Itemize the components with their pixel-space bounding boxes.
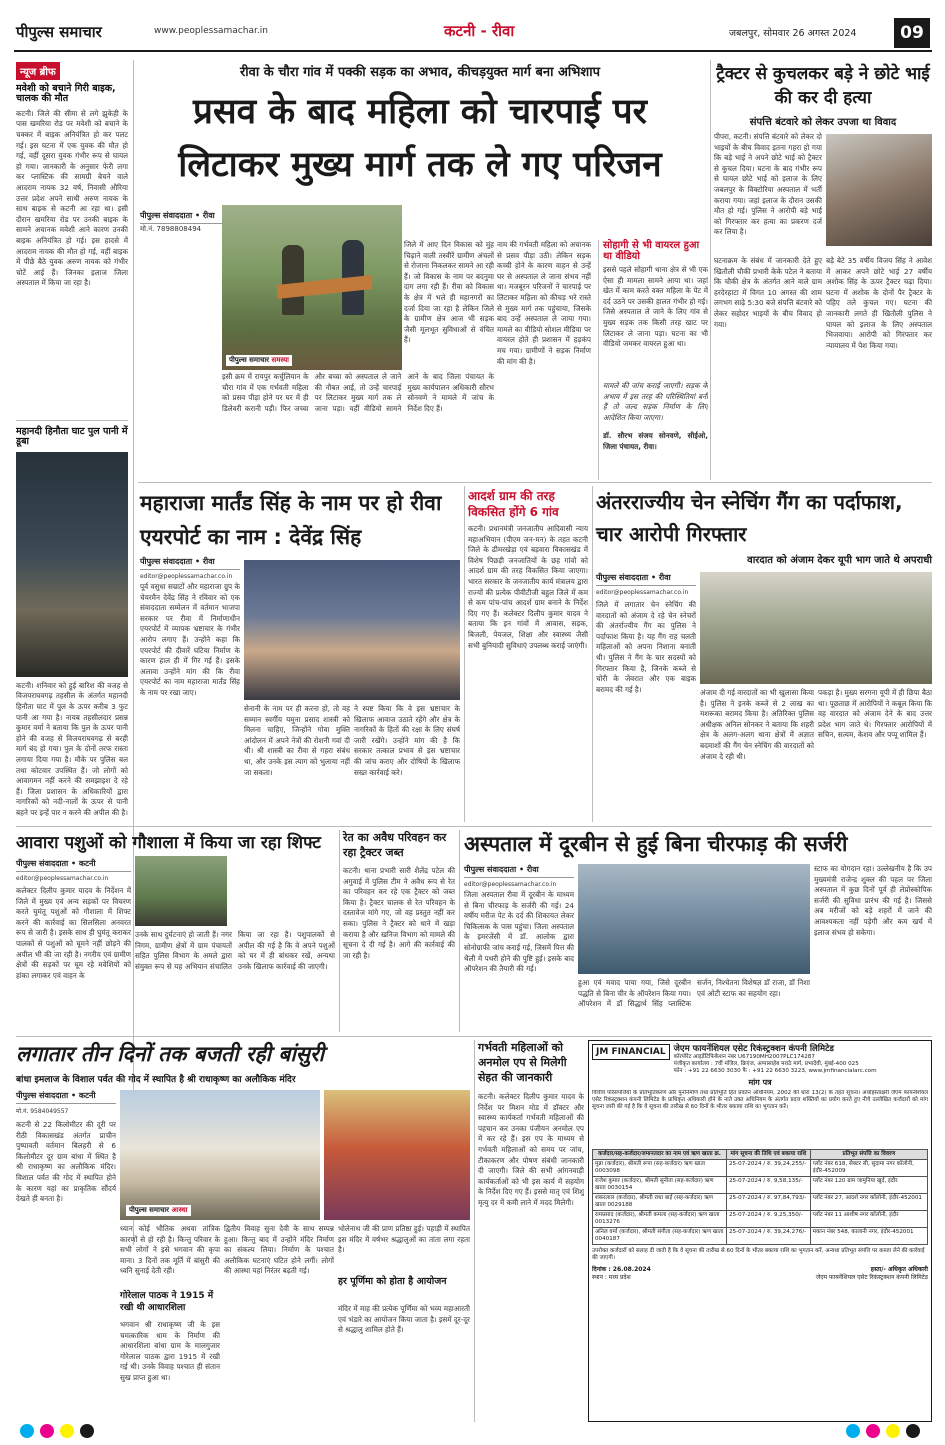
bansuri-text-1: कटनी से 22 किलोमीटर की दूरी पर रीठी विकासखंड अंतर्गत प्राचीन पुष्पावती वर्तमान बिलहरी से 6 किलोमीटर दूर ग्राम बांधा में स्थित है श्री राधाकृष्ण का अलौकिक मंदिर। विशाल पर्वत की गोद में स्थापित होने के कारण यहां का प्राकृतिक सौंदर्य देखते ही बनता है। (16, 1120, 116, 1204)
jm-cell: प्लॉट नंबर 11 आशीष नगर कॉलोनी, इंदौर (810, 1211, 927, 1228)
cattle-text-1: कलेक्टर दिलीप कुमार यादव के निर्देशन में जिले में मुख्य एवं अन्य सड़कों पर विचरण करते घुमंतू पशुओं को गौशाला में शिफ्ट करने की कार्रवाई का सिलसिला अनवरत रूप से जारी है। इसके साथ ही घुमंतू कराकर पालकों से पशुओं को घूमने नहीं छोड़ने की अपील भी की जा रही है। नगरीय एवं ग्रामीण क्षेत्रों की सड़कों पर घूम रहे मवेशियों को हांका लगाकर एवं वाहन के (16, 886, 131, 980)
tractor-photo (826, 134, 932, 246)
jm-cell: 25-07-2024 / रु. 9,58,135/- (727, 1177, 811, 1194)
lead-photo-tag (226, 355, 292, 366)
table-row (593, 1160, 928, 1177)
jm-cell: प्लॉट नंबर 618, सेक्टर सी, सुदामा नगर कॉलोनी, इंदौर-452009 (810, 1160, 927, 1177)
lead-headline: प्रसव के बाद महिला को चारपाई पर लिटाकर मुख्य मार्ग तक ले गए परिजन (178, 92, 662, 185)
pregnant-text: कटनी। कलेक्टर दिलीप कुमार यादव के निर्देश पर मिशन मोड में डॉक्टर और स्वास्थ्य कार्यकर्ता गर्भवती महिलाओं की पहचान कर उनका पंजीयन अनमोल एप में कर रहे हैं। इस एप के माध्यम से गर्भवती महिलाओं को समय पर जांच, टीकाकरण और पोषण संबंधी जानकारी दी जाएगी। जिले की सभी आंगनवाड़ी कार्यकर्ताओं को भी इस कार्य में सहयोग के निर्देश दिए गए हैं। इससे मातृ एवं शिशु मृत्यु दर में कमी लाने में मदद मिलेगी। (478, 1092, 584, 1207)
airport-text-3: ने स्पष्ट किया कि वे इस भ्रष्टाचार के खिलाफ आवाज उठाते रहेंगे और क्षेत्र के नागरिकों के हितों की रक्षा के लिए संघर्ष जारी रखेंगे। उन्होंने मांग की है कि सरकार तत्काल प्रभाव से इस भ्रष्टाचार की जांच कराए और दोषियों के खिलाफ सख्त कार्रवाई करे। (354, 704, 460, 777)
airport-byline-box (140, 556, 240, 580)
bansuri-byline-box (16, 1090, 116, 1115)
tractor-text-1: पीपरा, कटनी। संपत्ति बंटवारे को लेकर दो भाइयों के बीच विवाद इतना गहरा हो गया कि बड़े भाई ने अपने छोटे भाई को ट्रैक्टर से कुचल दिया। घटना के बाद गंभीर रूप से घायल छोटे भाई को इलाज के लिए जबलपुर के विक्टोरिया अस्पताल में भर्ती कराया गया। जहां इलाज के दौरान उसकी मौत हो गई। पुलिस ने आरोपी बड़े भाई को गिरफ्तार कर हत्या का प्रकरण दर्ज कर लिया है। (714, 132, 822, 237)
jm-address: पंजीकृत कार्यालय : 7वीं मंजिल, क्रिएंज, अप्पासाहेब मराठे मार्ग, प्रभादेवी, मुंबई-400 025 (673, 1061, 859, 1067)
table-row (593, 1194, 928, 1211)
jm-title: मांग पत्र (748, 1078, 772, 1087)
adarsh-text: कटनी। प्रधानमंत्री जनजातीय आदिवासी न्याय महाअभियान (पीएम जन-मन) के तहत कटनी जिले के ढीमरखेड़ा एवं बड़वारा विकासखंड में विशेष पिछड़ी जनजातियों के छह गांवों को आदर्श ग्राम की तरह विकसित किया जाएगा। भारत सरकार के जनजातीय कार्य मंत्रालय द्वारा राज्यों की प्रत्येक पीवीटीजी बहुल जिले में कम से कम पांच-पांच आदर्श ग्राम बनाने के निर्देश दिए गए हैं। कलेक्टर दिलीप कुमार यादव ने बताया कि इन गांवों में आवास, सड़क, बिजली, पेयजल, शिक्षा और स्वास्थ्य जैसी सभी बुनियादी सुविधाएं उपलब्ध कराई जाएंगी। (468, 524, 588, 650)
jm-date: दिनांक : 26.08.2024 (592, 1266, 651, 1273)
bansuri-sub-2: गोरेलाल पाठक ने 1915 में रखी थी आधारशिला (120, 1291, 214, 1313)
tractor-sub: संपत्ति बंटवारे को लेकर उपजा था विवाद (749, 117, 897, 128)
bansuri-text-2: ध्यान कोई भौतिक अथवा तांत्रिक कारणों से हो रही है। किन्तु परिवार के सभी लोगों ने इसे भगवान की कृपा माना। 3 दिनों तक मूर्ति में बांसुरी की ध्वनि सुनाई देती रही। (120, 1224, 220, 1276)
surgery-headline: अस्पताल में दूरबीन से हुई बिना चीरफाड़ की सर्जरी (464, 832, 848, 856)
yellow-dot (60, 1424, 74, 1438)
jm-cell: रामप्रसाद (कर्जदार), श्रीमती कमला (सह-कर्जदार) ऋण खाता 0013276 (593, 1211, 727, 1228)
bansuri-photo-tag-cat: आस्था (171, 1206, 188, 1214)
brief-text-1: कटनी। जिले की सीमा से लगे झुकेही के पास खमरिया रोड पर मवेशी को बचाने के चक्कर में बाइक अनियंत्रित हो कर पलट गई। इस घटना में एक युवक की मौत हो गई, वहीं दूसरा युवक गंभीर रूप से घायल हो गया। जानकारी के अनुसार फेरी लगा कर प्लास्टिक की सामग्री बेचने वाले आदराम नायक 32 वर्ष, निवासी औरिया उत्तर प्रदेश अपने साथी अरुण नायक के साथ बाइक से कटनी आ रहा था। इसी दौरान खमरिया रोड पर उनकी बाइक के सामने अचानक मवेशी आने कारण उनकी बाइक अनियंत्रित हो गई। इस हादसे में आदराम नायक की मौत हो गई, वहीं बाइक में पीछे बैठे युवक अरुण नायक को गंभीर चोटें आई हैं। जिनका इलाज जिला अस्पताल में किया जा रहा है। (16, 108, 128, 288)
masthead (14, 16, 932, 52)
lead-photo-tag-paper: पीपुल्स समाचार (229, 356, 270, 364)
jm-cell: प्लॉट नंबर 120 ग्राम जामुनिया खुर्द, इंदौर (810, 1177, 927, 1194)
dateline: जबलपुर, सोमवार 26 अगस्त 2024 (729, 28, 857, 39)
cattle-email: editor@peoplessamachar.co.in (16, 875, 109, 882)
black-dot (80, 1424, 94, 1438)
chain-sub: वारदात को अंजाम देकर यूपी भाग जाते थे अपराधी (747, 555, 932, 566)
jm-cell: प्लॉट नंबर 27, आदर्श नगर कॉलोनी, इंदौर-452001 (810, 1194, 927, 1211)
bansuri-headline: लगातार तीन दिनों तक बजती रही बांसुरी (16, 1042, 325, 1066)
bansuri-photo-tag (126, 1205, 191, 1216)
brief-label: न्यूज ब्रीफ (16, 62, 60, 80)
chain-text-3: पकड़ा है। मुख्य सरगना यूपी में ही छिपा बैठा था। पूछताछ में आरोपियों ने कबूल किया कि वह वारदात को अंजाम देने के बाद उत्तर प्रदेश भाग जाते थे। गिरफ्तार आरोपियों में सचिन, सत्यम, केशव और पप्पू शामिल हैं। (818, 688, 932, 740)
jm-cell: राजेश कुमार (कर्जदार), श्रीमती सुनीता (सह-कर्जदार) ऋण खाता 0030154 (593, 1177, 727, 1194)
surgery-text-1: जिला अस्पताल रीवा में दूरबीन के माध्यम से बिना चीरफाड़ के सर्जरी की गई। 24 वर्षीय मरीज पेट के दर्द की शिकायत लेकर चिकित्सक के पास पहुंचा। जिला अस्पताल के इमरजेंसी में डॉ. आलोक द्वारा सोनोग्राफी जांच कराई गई, जिसमें पित्त की थैली में पथरी होने की पुष्टि हुई। इसके बाद ऑपरेशन की तैयारी की गई। (464, 890, 574, 974)
cattle-headline: आवारा पशुओं को गौशाला में किया जा रहा शिफ्ट (16, 833, 321, 853)
lead-quote-by: डॉ. सौरभ संजय सोनवणे, सीईओ, जिला पंचायत, रीवा। (603, 431, 708, 451)
jm-cell: 25-07-2024 / रु. 97,84,793/- (727, 1194, 811, 1211)
jm-table (592, 1149, 928, 1245)
jm-sign: हस्ता/- अधिकृत अधिकारी (870, 1266, 928, 1273)
sand-text: कटनी। थाना प्रभारी सारी शैलेंद्र पटेल की अगुवाई में पुलिस टीम ने अवैध रूप से रेत का परिवहन कर रहे एक ट्रैक्टर को जब्त किया है। ट्रैक्टर चालक से रेत परिवहन के दस्तावेज मांगे गए, जो वह प्रस्तुत नहीं कर सका। पुलिस ने ट्रैक्टर को थाने में खड़ा कराया है और खनिज विभाग को मामले की सूचना दे दी गई है। आगे की कार्रवाई की जा रही है। (343, 866, 455, 960)
surgery-text-2: स्टाफ का योगदान रहा। उल्लेखनीय है कि उप मुख्यमंत्री राजेन्द्र शुक्ल की पहल पर जिला अस्पताल में कुछ दिनों पूर्व ही लेप्रोस्कोपिक सर्जरी की सुविधा प्रारंभ की गई है। जिससे अब मरीजों को बड़े शहरों में जाने की आवश्यकता नहीं पड़ेगी और कम खर्च में इलाज संभव हो सकेगा। (814, 864, 932, 937)
surgery-text-3: हुआ एवं मवाद पाया गया, जिसे दूरबीन पद्धति से बिना चीर के ऑपरेशन किया गया। ऑपरेशन में डॉ सिद्धार्थ सिंह प्लास्टिक सर्जन, निश्चेतना विशेषज्ञ डॉ राजा, डॉ निशा एवं ओटी स्टाफ का सहयोग रहा। (578, 978, 810, 1009)
chain-byline: पीपुल्स संवाददाता • रीवा (596, 572, 696, 586)
chain-text-1: जिले में लगातार चेन स्नेचिंग की वारदातों को अंजाम दे रहे चेन स्नेचरों की अंतर्राज्यीय गैंग का पुलिस ने पर्दाफाश किया है। यह गैंग राह चलती महिलाओं को अपना निशाना बनाती थी। पुलिस ने गैंग के चार सदस्यों को गिरफ्तार किया है, जिनके कब्जे से चोरी के जेवरात और एक बाइक बरामद की गई है। (596, 600, 696, 694)
cyan-dot (846, 1424, 860, 1438)
jm-cell: मकान नंबर 548, कालानी नगर, इंदौर-452001 (810, 1228, 927, 1245)
jm-cell: 25-07-2024 / रु. 39,24,276/- (727, 1228, 811, 1245)
jm-logo: JM FINANCIAL (592, 1044, 670, 1060)
jm-cell: 25-07-2024 / रु. 39,24,255/- (727, 1160, 811, 1177)
lead-byline-text: पीपुल्स संवाददाता • रीवा (140, 210, 222, 224)
jm-notice (588, 1040, 932, 1422)
bansuri-text-4: द्वितीय विवाह सुना देवी के साथ सम्पन्न हुआ। किन्तु बाद में उन्होंने मंदिर निर्माण का संकल्प लिया। निर्माण के पश्चात अलौकिक घटनाएं घटित होने लगीं। लोगों की आस्था यहां निरंतर बढ़ती गई। (224, 1224, 334, 1276)
bansuri-sub: बांधा इमलाज के विशाल पर्वत की गोद में स्थापित है श्री राधाकृष्ण का अलौकिक मंदिर (16, 1075, 296, 1085)
chain-photo (700, 572, 932, 684)
lead-side-text: इससे पहले सोहागी थाना क्षेत्र से भी एक ऐसा ही मामला सामने आया था। जहां खेत में काम करते वक्त महिला के पेट में दर्द उठने पर उसकी हालत गंभीर हो गई। जिसे अस्पताल ले जाने के लिए गांव से मुख्य सड़क तक किसी तरह खाट पर लिटाकर ले जाना पड़ा। घटना का भी वीडियो जमकर वायरल हुआ था। (603, 265, 708, 349)
lead-photo (222, 205, 402, 370)
chain-email: editor@peoplessamachar.co.in (596, 589, 689, 596)
jm-cell: मुन्ना (कर्जदार), श्रीमती रूपा (सह-कर्जदार) ऋण खाता 0003098 (593, 1160, 727, 1177)
paper-logo: पीपुल्स समाचार (16, 23, 102, 41)
sand-headline: रेत का अवैध परिवहन कर रहा ट्रैक्टर जब्त (343, 831, 447, 859)
brief-headline-1: मवेशी को बचाने गिरी बाइक, चालक की मौत (16, 83, 116, 105)
yellow-dot (886, 1424, 900, 1438)
bansuri-photo-temple (120, 1090, 320, 1220)
cattle-byline: पीपुल्स संवाददाता • कटनी (16, 858, 131, 872)
bansuri-text-6: मंदिर में माह की प्रत्येक पूर्णिमा को भव्य महाआरती एवं भंडारे का आयोजन किया जाता है। इसमें दूर-दूर से श्रद्धालु शामिल होते हैं। (338, 1304, 470, 1335)
lead-text-a: जिले में आए दिन विकास को मुंह चिढ़ाने वाली तस्वीरें ग्रामीण अंचलों से रोजाना निकलकर सामने आ रही हैं। जो विकास के नाम पर बदनुमा दाग लगा रही हैं। रीवा को विकास के क्षेत्र में भले ही महानगरों का दर्जा दिया जा रहा है लेकिन जिले के ग्रामीण क्षेत्र आज भी सड़क जैसी मूलभूत सुविधाओं से वंचित हैं। (404, 240, 494, 345)
jm-cell: अनिल वर्मा (कर्जदार), श्रीमती संगीता (सह-कर्जदार) ऋण खाता 0040187 (593, 1228, 727, 1245)
bansuri-text-3: भगवान श्री राधाकृष्ण जी के इस चमत्कारिक धाम के निर्माण की आधारशिला बांधा ग्राम के मालगुजार गोरेलाल पाठक द्वारा 1915 में रखी गई थी। उनके विवाह पश्चात ही संतान सुख प्राप्त हुआ था। (120, 1320, 220, 1382)
lead-side-head: सोहागी से भी वायरल हुआ था वीडियो (603, 240, 700, 262)
brief-headline-2: महानदी हिनौता घाट पुल पानी में डूबा (16, 425, 128, 448)
magenta-dot (866, 1424, 880, 1438)
pregnant-headline: गर्भवती महिलाओं को अनमोल एप से मिलेगी सेहत की जानकारी (478, 1041, 567, 1084)
page-number: 09 (894, 18, 930, 48)
jm-th-3: प्रतिभूत संपत्ति का विवरण (810, 1150, 927, 1160)
airport-text-2: सेनानी के नाम पर ही करना हो, तो वह सम्मान स्वर्गीय यमुना प्रसाद शास्त्री को मिलना चाहिए, जिन्होंने गोवा मुक्ति आंदोलन में अपने नेत्रों की रोशनी गवां दी थी। श्री शास्त्री का रीवा से गहरा संबंध था, और उनके इस त्याग को भुलाया नहीं जा सकता। (244, 704, 350, 777)
jm-body: वित्तीय परिसंपत्तियों के प्रतिभूतिकरण और पुनर्निर्माण तथा प्रतिभूति हित प्रवर्तन अधिनियम, 2002 की धारा 13(2) के तहत सूचना। अधोहस्ताक्षरी जेएम फायनेंशियल एसेट रिकंस्ट्रक्शन कंपनी लिमिटेड के प्राधिकृत अधिकारी होने के नाते उक्त अधिनियम के अंतर्गत प्रदत्त शक्तियों का प्रयोग करते हुए नीचे उल्लेखित कर्जदारों को मांग सूचना जारी की गई है कि वे सूचना की तारीख से 60 दिनों के भीतर बकाया राशि का भुगतान करें। (592, 1090, 928, 1110)
table-row (593, 1228, 928, 1245)
lead-mobile: मो.नं. 7898808494 (140, 225, 202, 233)
airport-byline: पीपुल्स संवाददाता • रीवा (140, 556, 240, 570)
website: www.peoplessamachar.in (154, 26, 268, 36)
chain-text-2: अंजाम दी गई वारदातों का भी खुलासा किया है। पुलिस ने इनके कब्जे से 2 लाख का मशरूका बरामद किया है। अतिरिक्त पुलिस अधीक्षक अनिल सोनकर ने बताया कि शहरी क्षेत्र के अलग-अलग थाना क्षेत्रों में अज्ञात बदमाशों की गैंग चेन स्नेचिंग की वारदातों को अंजाम दे रही थी। (700, 688, 814, 761)
surgery-email: editor@peoplessamachar.co.in (464, 881, 557, 888)
black-dot (906, 1424, 920, 1438)
jm-sign-company: जेएम फायनेंशियल एसेट रिकंस्ट्रक्शन कंपनी लिमिटेड (815, 1274, 928, 1281)
chain-byline-box (596, 572, 696, 596)
jm-th-1: कर्जदार/सह-कर्जदार/जमानतदार का नाम एवं ऋण खाता क्र. (593, 1150, 727, 1160)
cattle-photo (135, 856, 227, 926)
table-row (593, 1211, 928, 1228)
bansuri-text-5: भोलेनाथ जी की प्राण प्रतिष्ठा हुई। पहाड़ी में स्थापित इस मंदिर में वर्षभर श्रद्धालुओं का तांता लगा रहता है। (338, 1224, 470, 1255)
brief-photo-bridge (16, 452, 128, 677)
lead-text-b: इसी क्रम में रायपुर कर्चुलियान के चौरा गांव में एक गर्भवती महिला को प्रसव पीड़ा होने पर घर में ही डिलेवरी करानी पड़ी। फिर जच्चा और बच्चा को अस्पताल ले जाने की नौबत आई, तो उन्हें चारपाई पर लिटाकर मुख्य मार्ग तक ले जाना पड़ा। यहीं वीडियो सामने आने के बाद जिला पंचायत के मुख्य कार्यपालन अधिकारी सौरभ सोनवणे ने मामले में जांच के निर्देश दिए हैं। (222, 372, 494, 413)
surgery-byline-box (464, 864, 574, 888)
chain-headline: अंतरराज्यीय चेन स्नेचिंग गैंग का पर्दाफाश, चार आरोपी गिरफ्तार (596, 490, 903, 546)
lead-text-c: नाम की गर्भवती महिला को अचानक से प्रसव पीड़ा उठी। लेकिन सड़क कच्ची होने के कारण वाहन से उन्हें घर से अस्पताल ले जाना संभव नहीं था। मजबूरन परिजनों ने चारपाई पर लिटाकर महिला को कीचड़ भरे रास्ते से मुख्य मार्ग तक पहुंचाया, जिसके बाद उन्हें अस्पताल ले जाया गया। मामले का वीडियो सोशल मीडिया पर वायरल होते ही प्रशासन में हड़कंप मच गया। ग्रामीणों ने सड़क निर्माण की मांग की है। (497, 240, 591, 366)
brief-text-2: कटनी। शनिवार को हुई बारिश की वजह से विजयराघवगढ़ तहसील के अंतर्गत महानदी हिनौता घाट में पुल के ऊपर करीब 3 फुट पानी आ गया है। नायब तहसीलदार प्रसन्न कुमार वर्मा ने बताया कि पुल के ऊपर पानी होने की वजह से विजयराघवगढ़ से बरही मार्ग बंद हो गया। पुल के दोनों तरफ रास्ता लगाया दिया गया है। मौके पर पुलिस बल तथा कोटवार उपस्थित हैं। जो लोगों को आवागमन नहीं करने की समझाइश दे रहे हैं। जिला प्रशासन के अधिकारियों द्वारा नागरिकों को नदी-नालों के ऊपर से पानी बहने पर इन्हें पार न करने की अपील की है। (16, 680, 128, 817)
registration-marks-left (20, 1424, 94, 1438)
lead-photo-tag-cat: समस्या (271, 356, 289, 364)
bansuri-byline: पीपुल्स संवाददाता • कटनी (16, 1090, 116, 1104)
bansuri-photo-tag-paper: पीपुल्स समाचार (129, 1206, 170, 1214)
cattle-byline-box (16, 858, 131, 882)
tractor-text-2: घटनाक्रम के संबंध में जानकारी देते हुए खितौली चौकी प्रभारी केके पटेल ने बताया कि चौकी क्षेत्र के अंतर्गत आने वाले ग्राम हरदेरहाटा में विगत 10 अगस्त की शाम लगभग साढ़े 5:30 बजे संपत्ति बंटवारे को लेकर सहोदर भाइयों के बीच विवाद हो गया। (714, 256, 822, 329)
cattle-text-2: उनके साथ दुर्घटनाएं हो जाती हैं। नगर निगम, ग्रामीण क्षेत्रों में ग्राम पंचायतों सहित पुलिस विभाग के अमले द्वारा संयुक्त रूप से यह अभियान संचालित किया जा रहा है। पशुपालकों से अपील की गई है कि वे अपने पशुओं को घर में ही बांधकर रखें, अन्यथा उनके खिलाफ कार्रवाई की जाएगी। (135, 930, 335, 971)
jm-th-2: मांग सूचना की तिथि एवं बकाया राशि (727, 1150, 811, 1160)
tractor-text-3: बड़े बेटे 35 वर्षीय विजय सिंह ने आवेश में आकर अपने छोटे भाई 27 वर्षीय अशोक सिंह के ऊपर ट्रैक्टर चढ़ा दिया। घटना में अशोक के दोनों पैर ट्रैक्टर के पहिए तले कुचल गए। घटना की जानकारी लगते ही खितौली पुलिस ने घायल को इलाज के लिए अस्पताल भिजवाया। आरोपी को गिरफ्तार कर न्यायालय में पेश किया गया। (826, 256, 932, 350)
jm-cin: कॉरपोरेट आइडेंटिफिकेशन नंबर U67190MH2007PLC174287 (673, 1054, 815, 1060)
airport-photo (244, 560, 460, 700)
jm-footer: उपरोक्त कर्जदारों को सलाह दी जाती है कि वे सूचना की तारीख से 60 दिनों के भीतर बकाया राशि का भुगतान करें, अन्यथा प्रतिभूत संपत्ति पर कब्जा लेने की कार्रवाई की जाएगी। (592, 1248, 925, 1261)
bansuri-mobile: मो.नं. 9584049557 (16, 1108, 69, 1115)
jm-company: जेएम फायनेंशियल एसेट रिकंस्ट्रक्शन कंपनी लिमिटेड (673, 1044, 834, 1054)
airport-email: editor@peoplessamachar.co.in (140, 573, 233, 580)
tractor-headline: ट्रैक्टर से कुचलकर बड़े ने छोटे भाई की कर दी हत्या (716, 64, 930, 108)
surgery-photo (578, 864, 810, 974)
surgery-byline: पीपुल्स संवाददाता • रीवा (464, 864, 574, 878)
jm-contact: फोन : +91 22 6630 3030 फै : +91 22 6630 3223, www.jmfinancialarc.com (673, 1068, 877, 1074)
lead-kicker: रीवा के चौरा गांव में पक्की सड़क का अभाव, कीचड़युक्त मार्ग बना अभिशाप (239, 65, 601, 80)
magenta-dot (40, 1424, 54, 1438)
jm-place: स्थान : मध्य प्रदेश (592, 1274, 631, 1281)
adarsh-headline: आदर्श ग्राम की तरह विकसित होंगे 6 गांव (468, 489, 559, 519)
table-row (593, 1177, 928, 1194)
bansuri-photo-idols (324, 1090, 470, 1220)
airport-headline: महाराजा मार्तंड सिंह के नाम पर हो रीवा एयरपोर्ट का नाम : देवेंद्र सिंह (140, 491, 442, 549)
bansuri-sub-3: हर पूर्णिमा को होता है आयोजन (338, 1276, 447, 1287)
registration-marks-right (846, 1424, 920, 1438)
airport-text-1: पूर्व वसुधा सम्राटों और महाराजा ग्रुप के चेयरमैन देवेंद्र सिंह ने रविवार को एक संवाददाता सम्मेलन में वर्तमान भाजपा सरकार पर रीवा में निर्माणाधीन एयरपोर्ट में व्यापक भ्रष्टाचार के गंभीर आरोप लगाए हैं। उन्होंने कहा कि एयरपोर्ट की दीवारें घटिया निर्माण के कारण हाल ही में गिर गई हैं। इसके अलावा उन्होंने मांग की कि रीवा एयरपोर्ट का नाम महाराजा मार्तंड सिंह के नाम पर रखा जाए। (140, 582, 240, 697)
lead-side-box (598, 240, 708, 480)
jm-cell: 25-07-2024 / रु. 9,25,350/- (727, 1211, 811, 1228)
jm-cell: शंकरलाल (कर्जदार), श्रीमती राधा बाई (सह-कर्जदार) ऋण खाता 0029188 (593, 1194, 727, 1211)
section-name: कटनी - रीवा (444, 22, 515, 40)
cyan-dot (20, 1424, 34, 1438)
lead-quote: मामले की जांच कराई जाएगी। सड़क के अभाव में इस तरह की परिस्थितियां बनी हैं तो जल्द सड़क निर्माण के लिए आदेशित किया जाएगा। (603, 381, 708, 422)
